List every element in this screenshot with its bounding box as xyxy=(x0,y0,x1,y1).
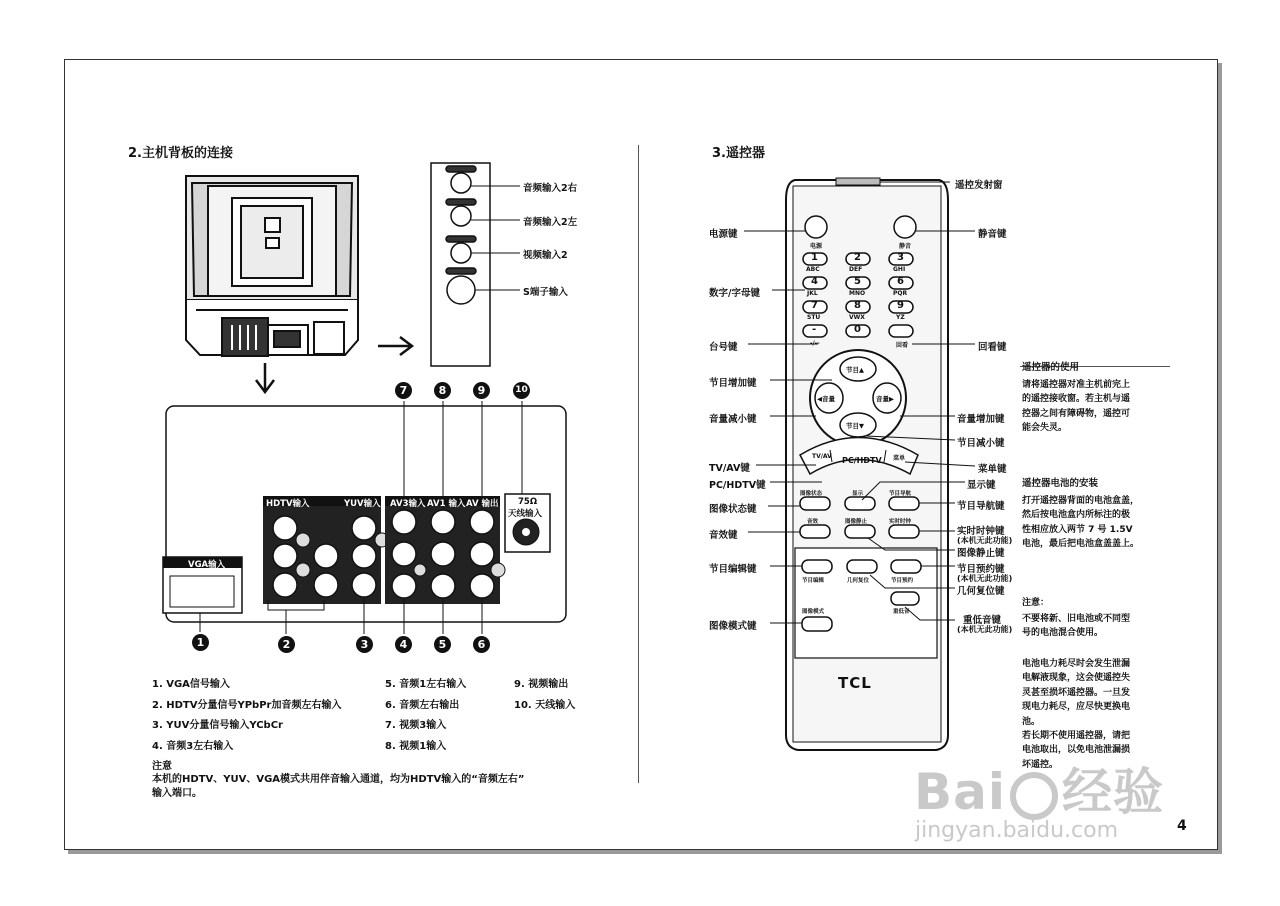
panel-label-av1: AV1 输入 xyxy=(427,499,466,509)
paw-icon xyxy=(1010,772,1058,820)
legend-item: 9. 视频输出 xyxy=(514,679,569,690)
letters-label: DEF xyxy=(849,266,863,273)
section-heading-rear-panel: 2.主机背板的连接 xyxy=(128,146,233,161)
key-label: 重低音 xyxy=(893,609,910,615)
key-menu[interactable]: 菜单 xyxy=(893,455,906,462)
battery-text: 打开遥控器背面的电池盒盖， 然后按电池盒内所标注的极 性相应放入两节 7 号 1.5V 电池，最后把电池盒盖盖上。 xyxy=(1022,496,1140,550)
watermark-brand-2: 经验 xyxy=(1062,763,1164,821)
battery-title: 遥控器电池的安装 xyxy=(1022,478,1099,489)
key-label: 图像状态 xyxy=(800,491,823,497)
legend-item: 7. 视频3输入 xyxy=(385,720,447,731)
panel-label-hdtv: HDTV输入 xyxy=(266,499,310,509)
callout-menu-key: 菜单键 xyxy=(978,464,1007,475)
watermark-url: jingyan.baidu.com xyxy=(915,818,1119,843)
callout-number-1: 1 xyxy=(192,634,209,651)
digit-key-5[interactable]: 5 xyxy=(854,276,861,287)
digit-key-4[interactable]: 4 xyxy=(811,276,818,287)
key-label: 节目预约 xyxy=(891,578,914,584)
callout-program-edit-key: 节目编辑键 xyxy=(709,564,757,575)
remote-note-text: 不要将新、旧电池或不同型 号的电池混合使用。 xyxy=(1022,614,1131,639)
letters-label: YZ xyxy=(896,314,905,321)
brand-logo: TCL xyxy=(838,674,872,692)
note-line: 本机的HDTV、YUV、VGA模式共用伴音输入通道，均为HDTV输入的“音频左右” xyxy=(152,774,525,785)
side-label-audio-in-2-left: 音频输入2左 xyxy=(523,217,578,228)
note-line: 输入端口。 xyxy=(152,788,202,799)
digit-key-0[interactable]: 0 xyxy=(854,324,861,335)
callout-number-7: 7 xyxy=(395,382,412,399)
digit-key-6[interactable]: 6 xyxy=(897,276,904,287)
digit-key-1[interactable]: 1 xyxy=(811,252,818,263)
panel-label-vga: VGA输入 xyxy=(188,560,226,570)
legend-item: 6. 音频左右输出 xyxy=(385,700,460,711)
callout-geometry-reset-key: 几何复位键 xyxy=(957,586,1005,597)
callout-number-6: 6 xyxy=(473,636,490,653)
key-volume-up[interactable]: 音量▶ xyxy=(876,395,894,403)
callout-freeze-key: 图像静止键 xyxy=(957,548,1005,559)
digit-key-8[interactable]: 8 xyxy=(854,300,861,311)
key-recall-label: 回看 xyxy=(896,342,909,349)
legend-item: 8. 视频1输入 xyxy=(385,741,447,752)
callout-sound-key: 音效键 xyxy=(709,530,738,541)
callout-mute-key: 静音键 xyxy=(978,229,1007,240)
legend-item: 1. VGA信号输入 xyxy=(152,679,230,690)
panel-label-antenna-in: 天线输入 xyxy=(508,509,543,519)
legend-item: 5. 音频1左右输入 xyxy=(385,679,467,690)
callout-volume-up-key: 音量增加键 xyxy=(957,414,1005,425)
callout-not-available: (本机无此功能) xyxy=(957,536,1013,545)
key-channel-down[interactable]: 节目▼ xyxy=(846,422,864,430)
key-label: 几何复位 xyxy=(847,578,870,584)
digit-key-dash[interactable]: - xyxy=(812,324,817,335)
key-label: 节目编辑 xyxy=(802,578,825,584)
callout-digit-keys: 数字/字母键 xyxy=(709,288,760,299)
callout-clock-key: 实时时钟键 xyxy=(957,526,1005,537)
callout-number-2: 2 xyxy=(278,636,295,653)
digit-key-3[interactable]: 3 xyxy=(897,252,904,263)
letters-label: STU xyxy=(807,314,821,321)
note-title: 注意 xyxy=(152,761,172,772)
key-power-label: 电源 xyxy=(810,243,823,250)
callout-pchdtv-key: PC/HDTV键 xyxy=(709,480,766,491)
panel-label-av-out: AV 输出 xyxy=(466,499,499,509)
key-channel-up[interactable]: 节目▲ xyxy=(846,366,864,374)
callout-ir-window: 遥控发射窗 xyxy=(955,180,1003,191)
callout-number-9: 9 xyxy=(473,382,490,399)
callout-number-3: 3 xyxy=(356,636,373,653)
key-label: 实时时钟 xyxy=(889,519,912,525)
panel-label-yuv: YUV输入 xyxy=(344,499,381,509)
callout-image-mode-key: 图像模式键 xyxy=(709,621,757,632)
letters-label: ABC xyxy=(806,266,820,273)
legend-item: 10. 天线输入 xyxy=(514,700,576,711)
key-tvav[interactable]: TV/AV xyxy=(812,453,832,460)
key-label: 图像模式 xyxy=(802,609,825,615)
letters-label: MNO xyxy=(849,290,866,297)
letters-label: VWX xyxy=(849,314,865,321)
callout-recall-key: 回看键 xyxy=(978,342,1007,353)
side-label-audio-in-2-right: 音频输入2右 xyxy=(523,183,578,194)
usage-title: 遥控器的使用 xyxy=(1022,362,1080,373)
key-label: 图像静止 xyxy=(845,519,868,525)
baidu-watermark-logo xyxy=(914,752,1164,824)
key-label: 显示 xyxy=(852,491,864,497)
callout-bass-key: 重低音键 xyxy=(963,615,1002,626)
callout-number-8: 8 xyxy=(434,382,451,399)
callout-number-4: 4 xyxy=(395,636,412,653)
battery-leak-text: 电池电力耗尽时会发生泄漏 电解液现象，这会使遥控失 灵甚至损坏遥控器。一旦发 现电力耗尽，应尽快更换电 池。 若长期不使用遥控器，请把 电池取出，以免电池泄漏损 坏遥控。 xyxy=(1022,659,1131,770)
legend-item: 4. 音频3左右输入 xyxy=(152,741,234,752)
digit-key-7[interactable]: 7 xyxy=(811,300,818,311)
callout-picture-mode-key: 图像状态键 xyxy=(709,504,757,515)
side-label-s-video-in: S端子输入 xyxy=(523,287,568,298)
key-label: 节目导航 xyxy=(889,491,912,497)
letters-label: GHI xyxy=(893,266,906,273)
callout-program-guide-key: 节目导航键 xyxy=(957,501,1005,512)
usage-text: 请将遥控器对准主机前完上 的遥控接收窗。若主机与遥 控器之间有障碍物，遥控可 能会失灵。 xyxy=(1022,380,1131,434)
callout-tvav-key: TV/AV键 xyxy=(709,463,750,474)
callout-channel-up-key: 节目增加键 xyxy=(709,378,757,389)
key-dash-label: -/-- xyxy=(810,340,820,347)
callout-channel-down-key: 节目减小键 xyxy=(957,438,1005,449)
callout-not-available: (本机无此功能) xyxy=(957,574,1013,583)
callout-not-available: (本机无此功能) xyxy=(957,625,1013,634)
page-number: 4 xyxy=(1177,818,1187,834)
section-heading-remote: 3.遥控器 xyxy=(712,146,765,161)
watermark-brand: Bai xyxy=(914,763,1006,821)
letters-label: JKL xyxy=(807,290,818,297)
panel-label-antenna-ohm: 75Ω xyxy=(518,497,538,507)
callout-display-key: 显示键 xyxy=(967,480,996,491)
callout-number-10: 10 xyxy=(513,382,530,399)
callout-volume-down-key: 音量减小键 xyxy=(709,414,757,425)
side-label-video-in-2: 视频输入2 xyxy=(523,250,568,261)
digit-key-2[interactable]: 2 xyxy=(854,252,861,263)
panel-label-av3: AV3输入 xyxy=(390,499,426,509)
legend-item: 3. YUV分量信号输入YCbCr xyxy=(152,720,283,731)
key-pchdtv[interactable]: PC/HDTV xyxy=(842,456,882,465)
digit-key-9[interactable]: 9 xyxy=(897,300,904,311)
callout-program-schedule-key: 节目预约键 xyxy=(957,564,1005,575)
key-volume-down[interactable]: ◀音量 xyxy=(817,395,835,403)
callout-channel-number-key: 台号键 xyxy=(709,342,738,353)
callout-power-key: 电源键 xyxy=(709,229,738,240)
key-label: 音效 xyxy=(807,519,819,525)
callout-number-5: 5 xyxy=(434,636,451,653)
remote-note-title: 注意： xyxy=(1022,598,1050,608)
legend-item: 2. HDTV分量信号YPbPr加音频左右输入 xyxy=(152,700,342,711)
key-mute-label: 静音 xyxy=(899,243,912,250)
letters-label: PQR xyxy=(893,290,908,297)
